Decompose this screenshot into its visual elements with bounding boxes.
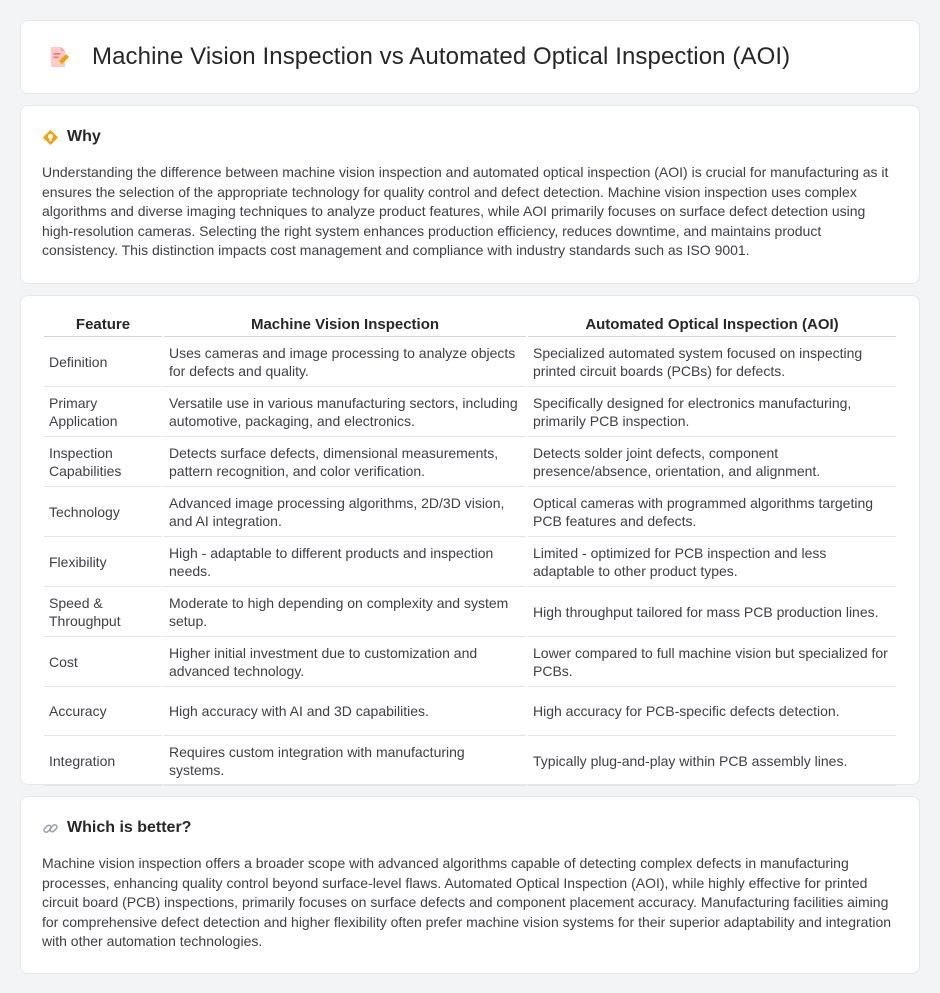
column-header-aoi: Automated Optical Inspection (AOI) [528,316,896,337]
why-title: Why [67,128,101,145]
bulb-icon [42,129,59,146]
table-row [44,389,896,437]
aoi-cell: Typically plug-and-play within PCB assembly lines. [528,738,896,786]
aoi-cell: Specifically designed for electronics manufacturing, primarily PCB inspection. [528,389,896,437]
comparison-section [20,295,920,785]
page-header [20,20,920,94]
machine-vision-cell: Versatile use in various manufacturing sectors, including automotive, packaging, and electronics. [164,389,526,437]
feature-cell: Inspection Capabilities [44,439,162,487]
aoi-cell: Limited - optimized for PCB inspection and less adaptable to other product types. [528,539,896,587]
table-row [44,489,896,537]
better-body: Machine vision inspection offers a broader scope with advanced algorithms capable of detecting complex defects in manufacturing processes, enhancing quality control beyond surface-level flaws. Automated Optical Inspection (AOI), while highly effective for printed circuit board (PCB) inspections, primarily focuses on surface defects and component placement accuracy. Manufacturing facilities aiming for comprehensive defect detection and higher flexibility often prefer machine vision systems for their superior adaptability and integration with other automation technologies. [42,855,892,950]
machine-vision-cell: Moderate to high depending on complexity and system setup. [164,589,526,637]
feature-cell: Primary Application [44,389,162,437]
table-row [44,689,896,736]
table-row [44,439,896,487]
machine-vision-cell: Detects surface defects, dimensional measurements, pattern recognition, and color verification. [164,439,526,487]
link-icon [42,820,59,837]
table-row [44,589,896,637]
aoi-cell: Optical cameras with programmed algorithms targeting PCB features and defects. [528,489,896,537]
aoi-cell: Specialized automated system focused on inspecting printed circuit boards (PCBs) for defects. [528,339,896,387]
table-header-row [44,316,896,337]
column-header-machine-vision: Machine Vision Inspection [164,316,526,337]
which-is-better-section [20,796,920,974]
feature-cell: Technology [44,489,162,537]
aoi-cell: Lower compared to full machine vision but specialized for PCBs. [528,639,896,687]
feature-cell: Integration [44,738,162,786]
document-pencil-icon [46,45,70,69]
table-row [44,539,896,587]
column-header-feature: Feature [44,316,162,337]
better-title: Which is better? [67,819,192,836]
feature-cell: Cost [44,639,162,687]
aoi-cell: High throughput tailored for mass PCB production lines. [528,589,896,637]
machine-vision-cell: High accuracy with AI and 3D capabilities. [164,689,526,736]
page-title: Machine Vision Inspection vs Automated Optical Inspection (AOI) [92,43,791,70]
better-heading [42,819,899,837]
why-body: Understanding the difference between machine vision inspection and automated optical inspection (AOI) is crucial for manufacturing as it ensures the selection of the appropriate technology for quality control and defect detection. Machine vision inspection uses complex algorithms and diverse imaging techniques to analyze product features, while AOI primarily focuses on surface defect detection using high-resolution cameras. Selecting the right system enhances production efficiency, reduces downtime, and maintains product consistency. This distinction impacts cost management and compliance with industry standards such as ISO 9001. [42,164,889,259]
why-section [20,105,920,284]
comparison-table [42,314,898,788]
table-row [44,339,896,387]
aoi-cell: Detects solder joint defects, component presence/absence, orientation, and alignment. [528,439,896,487]
feature-cell: Speed & Throughput [44,589,162,637]
machine-vision-cell: Requires custom integration with manufacturing systems. [164,738,526,786]
why-heading [42,128,899,146]
feature-cell: Flexibility [44,539,162,587]
feature-cell: Accuracy [44,689,162,736]
table-row [44,738,896,786]
machine-vision-cell: Advanced image processing algorithms, 2D/3D vision, and AI integration. [164,489,526,537]
aoi-cell: High accuracy for PCB-specific defects detection. [528,689,896,736]
machine-vision-cell: Higher initial investment due to customization and advanced technology. [164,639,526,687]
machine-vision-cell: High - adaptable to different products and inspection needs. [164,539,526,587]
machine-vision-cell: Uses cameras and image processing to analyze objects for defects and quality. [164,339,526,387]
feature-cell: Definition [44,339,162,387]
table-row [44,639,896,687]
